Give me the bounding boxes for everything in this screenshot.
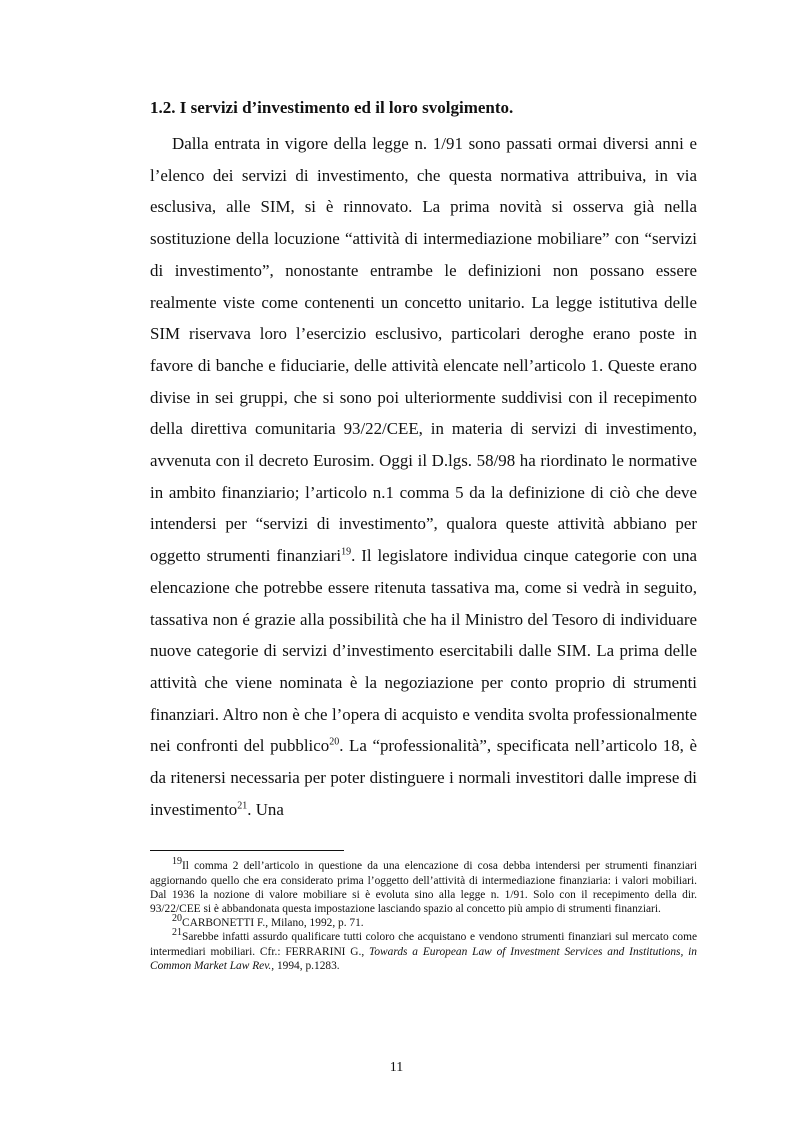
footnote-separator <box>150 850 344 851</box>
body-paragraph <box>150 128 697 825</box>
footnote-20 <box>150 913 697 930</box>
footnote-ref-20[interactable]: 20 <box>329 736 340 748</box>
page-number: 11 <box>389 1060 404 1075</box>
footnote-text: Sarebbe infatti assurdo qualificare tutti coloro che acquistano e vendono strumenti finanziari sul mercato come intermediari mobiliari. Cfr.: FERRARINI G., <box>150 931 697 958</box>
paragraph-text-part-3: . La “professionalità”, specificata nell’articolo 18, è da ritenersi necessaria per poter distinguere i normali investitori dalle imprese di investimento <box>150 736 697 819</box>
footnote-text: Il comma 2 dell’articolo in questione da una elencazione di cosa debba intendersi per strumenti finanziari aggiornando quello che era considerato prima l’oggetto dell’attività di intermediazione finanziaria: i valori mobiliari. Dal 1936 la nozione di valore mobiliare si è evoluta sino alla legge n. 1/91. Solo con il recepimento della dir. 93/22/CEE si è abbandonata questa impostazione lasciando spazio al concetto più ampio di strumenti finanziari. <box>150 860 697 916</box>
footnote-ref-21[interactable]: 21 <box>237 800 248 812</box>
footnote-number: 20 <box>172 913 182 925</box>
footnote-19 <box>150 856 697 916</box>
paragraph-text-part-4: . Una <box>247 799 284 819</box>
paragraph-text-part-2: . Il legislatore individua cinque categorie con una elencazione che potrebbe essere ritenuta tassativa ma, come si vedrà in seguito, tassativa non é grazie alla possibilità che ha il Ministro del Tesoro di individuare nuove categorie di servizi d’investimento esercitabili dalle SIM. La prima delle attività che viene nominata è la negoziazione per conto proprio di strumenti finanziari. Altro non è che l’opera di acquisto e vendita svolta professionalmente nei confronti del pubblico <box>150 546 698 756</box>
document-page <box>150 98 697 973</box>
footnote-number: 21 <box>172 927 182 939</box>
footnote-21 <box>150 927 697 973</box>
footnote-citation-title: Towards a European Law of Investment Services and Institutions, in Common Market Law Rev., <box>150 945 697 972</box>
paragraph-text-part-1: Dalla entrata in vigore della legge n. 1/91 sono passati ormai diversi anni e l’elenco dei servizi di investimento, che questa normativa attribuiva, in via esclusiva, alle SIM, si è rinnovato. La prima novità si osserva già nella sostituzione della locuzione “attività di intermediazione mobiliare” con “servizi di investimento”, nonostante entrambe le definizioni non possano essere realmente viste come contenenti un concetto unitario. La legge istitutiva delle SIM riservava loro l’esercizio esclusivo, particolari deroghe erano poste in favore di banche e fiduciarie, delle attività elencate nell’articolo 1. Queste erano divise in sei gruppi, che si sono poi ulteriormente suddivisi con il recepimento della direttiva comunitaria 93/22/CEE, in materia di servizi di investimento, avvenuta con il decreto Eurosim. Oggi il D.lgs. 58/98 ha riordinato le normative in ambito finanziario; l’articolo n.1 comma 5 da la definizione di ciò che deve intendersi per “servizi di investimento”, qualora queste attività abbiano per oggetto strumenti finanziari <box>150 134 697 566</box>
footnote-text-end: 1994, p.1283. <box>274 959 340 972</box>
footnote-ref-19[interactable]: 19 <box>341 546 352 558</box>
section-heading: 1.2. I servizi d’investimento ed il loro svolgimento. <box>150 98 514 117</box>
footnote-number: 19 <box>172 856 182 868</box>
footnote-text: CARBONETTI F., Milano, 1992, p. 71. <box>182 917 364 930</box>
